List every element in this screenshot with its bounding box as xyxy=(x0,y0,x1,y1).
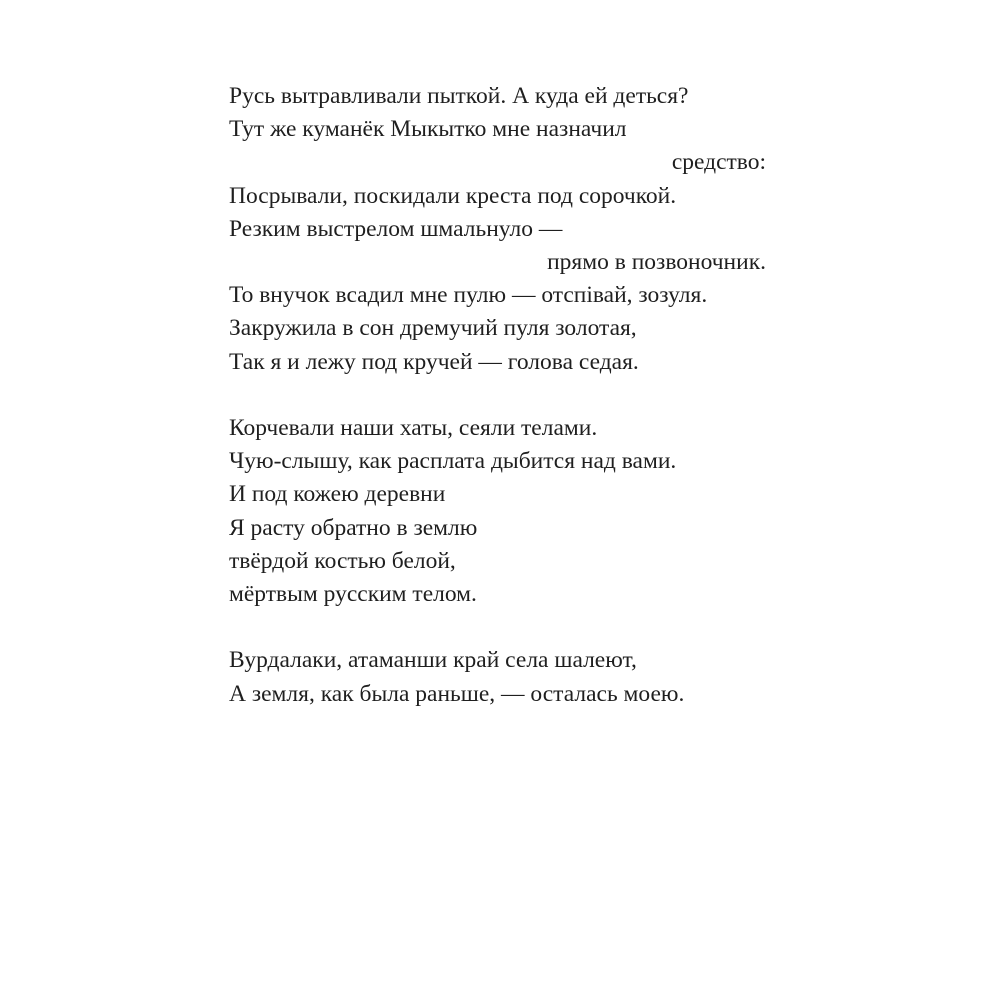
poem-line: Так я и лежу под кручей — голова седая. xyxy=(229,348,639,375)
poem-text xyxy=(229,80,766,711)
poem-line: мёртвым русским телом. xyxy=(229,581,477,608)
stanza-3 xyxy=(229,644,766,710)
poem-line: Тут же куманёк Мыкытко мне назначил xyxy=(229,116,627,143)
poem-line: Русь вытравливали пыткой. А куда ей деться? xyxy=(229,83,689,109)
poem-line: Резким выстрелом шмальнуло — xyxy=(229,215,563,242)
poem-line: Я расту обратно в землю xyxy=(229,514,478,541)
poem-line: Закружила в сон дремучий пуля золотая, xyxy=(229,315,637,342)
stanza-1 xyxy=(229,80,766,379)
poem-line: А земля, как была раньше, — осталась моею. xyxy=(229,680,685,707)
poem-line: Корчевали наши хаты, сеяли телами. xyxy=(229,415,598,442)
poem-line: То внучок всадил мне пулю — отспiвай, зозуля. xyxy=(229,282,708,309)
poem-line: И под кожею деревни xyxy=(229,481,446,508)
poem-line: Чую-слышу, как расплата дыбится над вами. xyxy=(229,448,677,475)
poem-line-continuation: средство: xyxy=(671,149,766,176)
poem-line: твёрдой костью белой, xyxy=(229,547,456,574)
poem-line-continuation: прямо в позвоночник. xyxy=(547,249,766,276)
poem-line: Вурдалаки, атаманши край села шалеют, xyxy=(229,647,637,674)
poem-line: Посрывали, поскидали креста под сорочкой. xyxy=(229,182,677,209)
stanza-2 xyxy=(229,412,766,611)
